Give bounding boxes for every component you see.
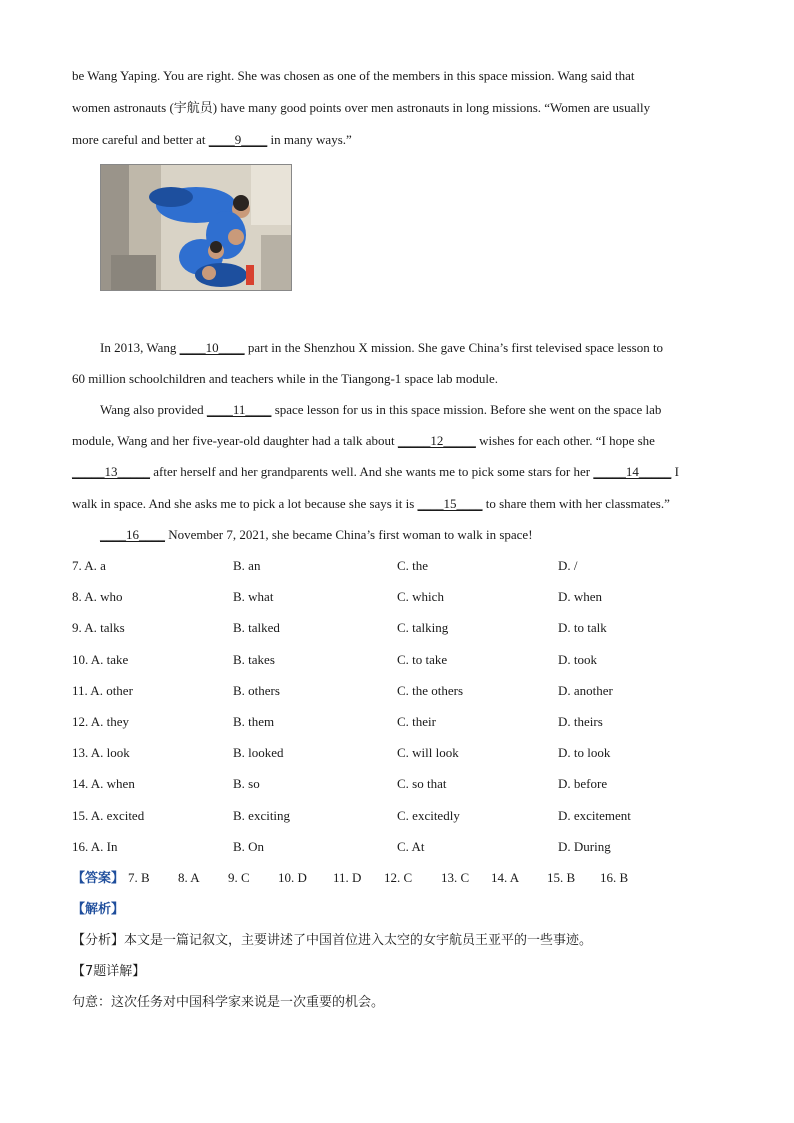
option-choice: 13. A. look: [72, 745, 130, 760]
analysis-heading: 【解析】: [72, 902, 125, 917]
option-choice: 15. A. excited: [72, 808, 145, 823]
option-choice: B. them: [233, 714, 275, 729]
option-choice: C. will look: [397, 745, 459, 760]
option-choice: B. so: [233, 776, 260, 791]
option-choice: 7. A. a: [72, 558, 106, 573]
answer-item: 7. B: [128, 870, 150, 885]
answer-row: [72, 870, 629, 887]
blank-15: ____15____: [417, 496, 483, 511]
passage-line-1: be Wang Yaping. You are right. She was chosen as one of the members in this space mission. Wang said that: [72, 68, 635, 83]
blank-12: _____12_____: [397, 433, 476, 448]
option-choice: C. so that: [397, 776, 447, 791]
fenxi-tag: 【分析】: [72, 933, 125, 948]
option-row: [72, 745, 772, 761]
option-row: [72, 652, 772, 668]
option-choice: 10. A. take: [72, 652, 129, 667]
option-choice: D. theirs: [558, 714, 603, 729]
option-choice: B. others: [233, 683, 280, 698]
text-fragment: part in the Shenzhou X mission. She gave China’s first televised space lesson to: [244, 340, 664, 355]
answer-item: 15. B: [547, 870, 576, 885]
option-row: [72, 839, 772, 855]
option-choice: B. looked: [233, 745, 284, 760]
text-fragment: in many ways.”: [267, 132, 352, 147]
answer-item: 9. C: [228, 870, 250, 885]
option-choice: D. took: [558, 652, 597, 667]
astronauts-photo-image: [101, 165, 291, 290]
answer-label: 【答案】: [72, 871, 125, 886]
text-fragment: after herself and her grandparents well. And she wants me to pick some stars for her: [150, 464, 594, 479]
option-row: [72, 589, 772, 605]
option-choice: C. which: [397, 589, 444, 604]
passage-line-2: women astronauts (宇航员) have many good points over men astronauts in long missions. “Women are usually: [72, 100, 651, 115]
text-fragment: module, Wang and her five-year-old daughter had a talk about: [72, 433, 398, 448]
option-choice: B. talked: [233, 620, 280, 635]
option-row: [72, 776, 772, 792]
option-choice: C. the others: [397, 683, 464, 698]
option-row: [72, 808, 772, 824]
option-choice: 16. A. In: [72, 839, 118, 854]
blank-9: ____9____: [208, 132, 268, 147]
q7-detail-heading: 【7题详解】: [72, 964, 146, 979]
fenxi-text: 本文是一篇记叙文，主要讲述了中国首位进入太空的女宇航员王亚平的一些事迹。: [124, 933, 593, 948]
option-choice: B. an: [233, 558, 261, 573]
passage-para-3-line-3: [72, 464, 679, 480]
passage-para-3-line-4: [72, 496, 670, 512]
option-choice: C. their: [397, 714, 436, 729]
option-choice: D. During: [558, 839, 611, 854]
passage-para-4: [100, 527, 533, 543]
option-row: [72, 620, 772, 636]
passage-para-2-line-2: 60 million schoolchildren and teachers while in the Tiangong-1 space lab module.: [72, 371, 499, 386]
option-choice: D. to talk: [558, 620, 607, 635]
passage-para-2-line-1: [100, 340, 663, 356]
option-row: [72, 558, 772, 574]
astronauts-photo: [100, 164, 292, 291]
answer-item: 10. D: [278, 870, 307, 885]
option-choice: 9. A. talks: [72, 620, 125, 635]
option-choice: B. On: [233, 839, 265, 854]
analysis-summary: [72, 932, 592, 950]
option-choice: 8. A. who: [72, 589, 123, 604]
text-fragment: Wang also provided: [100, 402, 207, 417]
option-choice: C. the: [397, 558, 429, 573]
text-fragment: to share them with her classmates.”: [482, 496, 670, 511]
option-choice: C. talking: [397, 620, 449, 635]
answer-item: 12. C: [384, 870, 413, 885]
option-choice: D. to look: [558, 745, 611, 760]
text-fragment: space lesson for us in this space mission. Before she went on the space lab: [271, 402, 662, 417]
option-choice: C. excitedly: [397, 808, 460, 823]
blank-14: _____14_____: [593, 464, 672, 479]
option-choice: D. when: [558, 589, 603, 604]
option-choice: D. excitement: [558, 808, 631, 823]
passage-para-3-line-1: [100, 402, 661, 418]
passage-line-3: [72, 132, 352, 148]
text-fragment: wishes for each other. “I hope she: [475, 433, 655, 448]
text-fragment: In 2013, Wang: [100, 340, 180, 355]
answer-item: 8. A: [178, 870, 200, 885]
q7-detail-text: 句意：这次任务对中国科学家来说是一次重要的机会。: [72, 995, 385, 1010]
option-choice: B. takes: [233, 652, 275, 667]
text-fragment: more careful and better at: [72, 132, 209, 147]
text-fragment: walk in space. And she asks me to pick a lot because she says it is: [72, 496, 418, 511]
answer-item: 14. A: [491, 870, 520, 885]
blank-11: ____11____: [206, 402, 272, 417]
blank-13: _____13_____: [72, 464, 150, 479]
option-row: [72, 683, 772, 699]
answer-item: 13. C: [441, 870, 470, 885]
option-choice: D. /: [558, 558, 578, 573]
option-choice: C. At: [397, 839, 425, 854]
option-choice: D. before: [558, 776, 608, 791]
answer-item: 11. D: [333, 870, 362, 885]
passage-para-3-line-2: [72, 433, 655, 449]
option-row: [72, 714, 772, 730]
blank-10: ____10____: [179, 340, 245, 355]
option-choice: 11. A. other: [72, 683, 133, 698]
option-choice: 14. A. when: [72, 776, 135, 791]
option-choice: 12. A. they: [72, 714, 130, 729]
option-choice: C. to take: [397, 652, 448, 667]
option-choice: D. another: [558, 683, 613, 698]
option-choice: B. what: [233, 589, 274, 604]
blank-16: ____16____: [100, 527, 165, 542]
answer-item: 16. B: [600, 870, 629, 885]
text-fragment: I: [671, 464, 679, 479]
text-fragment: November 7, 2021, she became China’s first woman to walk in space!: [165, 527, 533, 542]
option-choice: B. exciting: [233, 808, 291, 823]
